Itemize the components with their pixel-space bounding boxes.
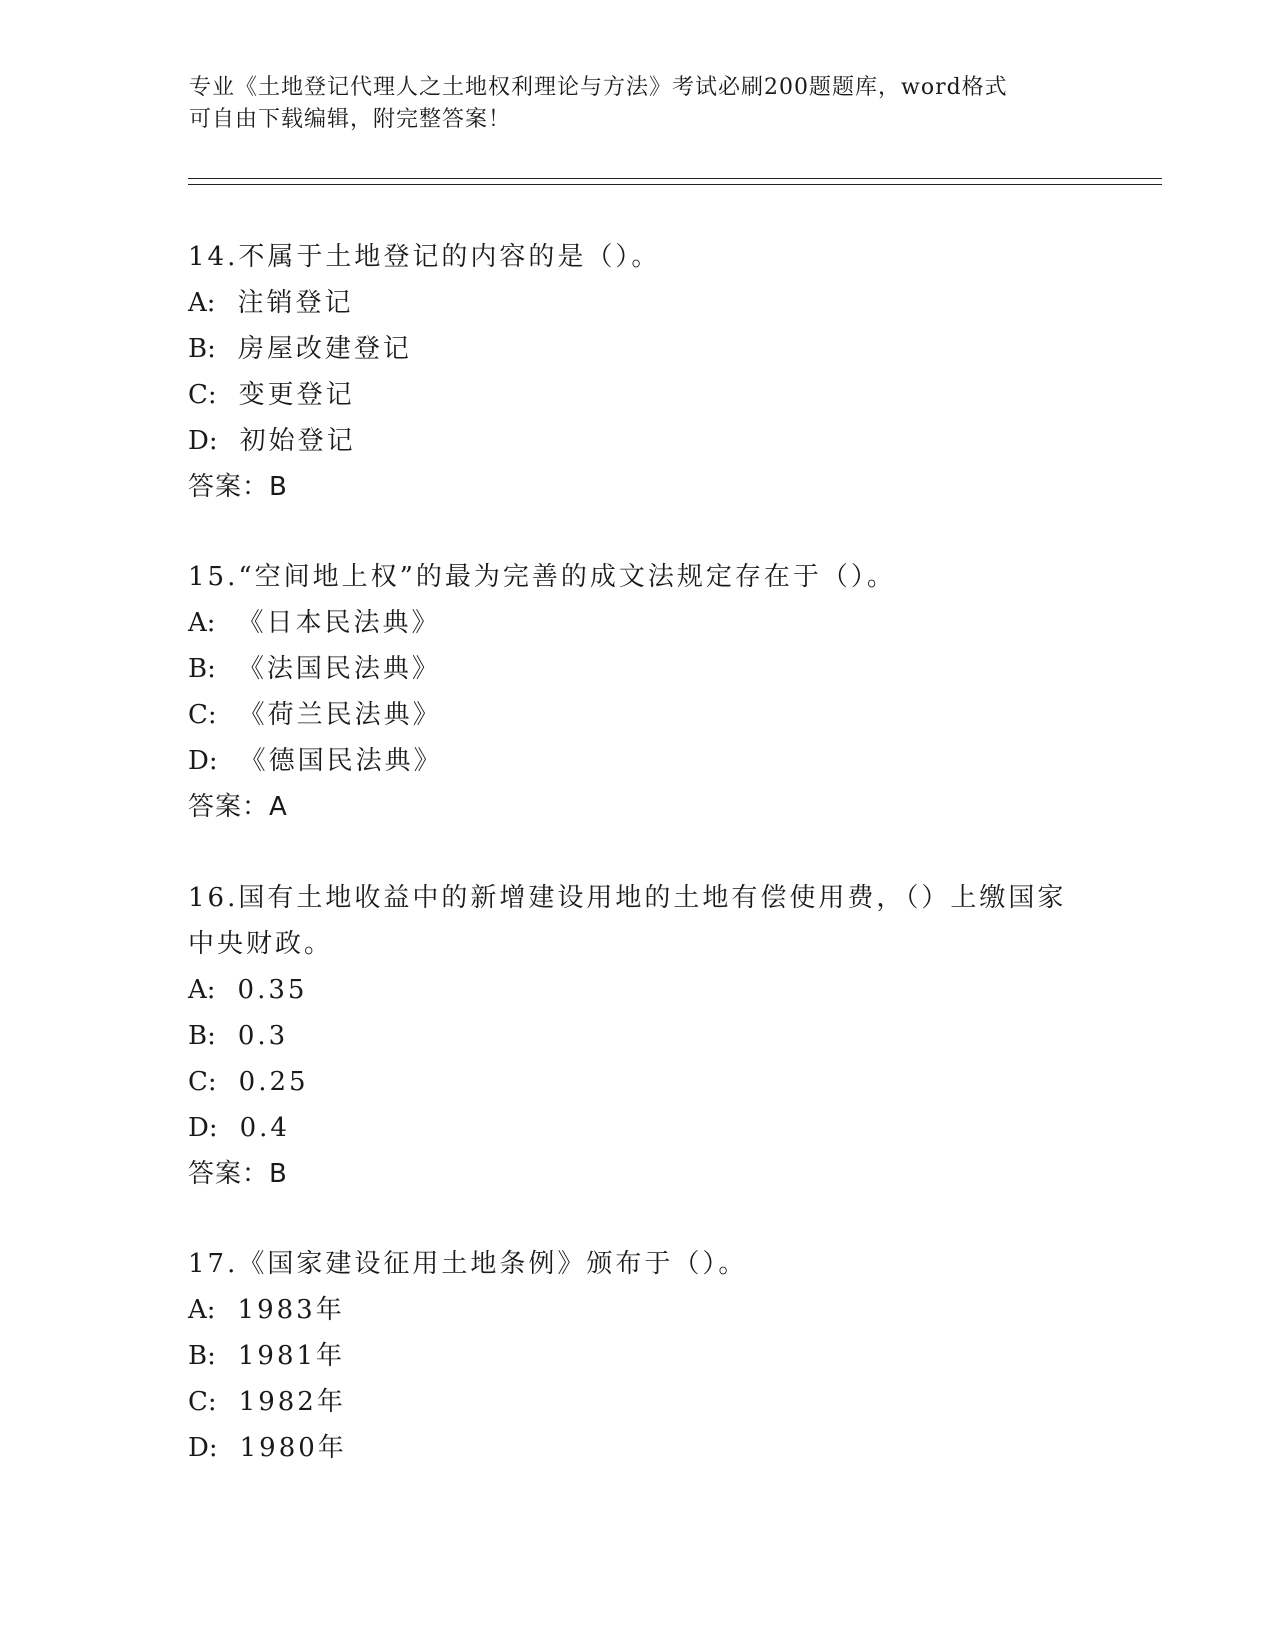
option-text: 《日本民法典》	[237, 608, 441, 638]
answer-line: 答案：A	[188, 792, 288, 822]
question-16	[188, 875, 1088, 1197]
option-text: 0.35	[237, 975, 308, 1005]
option-letter: C:	[188, 1387, 217, 1417]
question-stem: 15.“空间地上权”的最为完善的成文法规定存在于（）。	[188, 562, 896, 592]
header-line-2: 可自由下载编辑，附完整答案！	[189, 107, 512, 132]
header-line-1: 专业《土地登记代理人之土地权利理论与方法》考试必刷200题题库，word格式	[189, 75, 1008, 100]
option-c	[188, 372, 1088, 418]
option-d	[188, 738, 1088, 784]
option-d	[188, 1105, 1088, 1151]
option-letter: D:	[188, 1433, 218, 1463]
option-a	[188, 600, 1088, 646]
option-letter: C:	[188, 1067, 217, 1097]
question-stem-continued: 中央财政。	[188, 929, 334, 959]
option-letter: B:	[188, 1341, 216, 1371]
option-c	[188, 692, 1088, 738]
option-text: 0.25	[238, 1067, 309, 1097]
option-c	[188, 1059, 1088, 1105]
option-letter: C:	[188, 700, 217, 730]
option-a	[188, 967, 1088, 1013]
question-14	[188, 234, 1088, 510]
option-letter: B:	[188, 1021, 216, 1051]
option-letter: A:	[188, 1295, 216, 1325]
option-text: 注销登记	[237, 288, 354, 318]
option-text: 《法国民法典》	[237, 654, 441, 684]
option-text: 房屋改建登记	[237, 334, 412, 364]
option-text: 《德国民法典》	[239, 746, 443, 776]
option-text: 初始登记	[239, 426, 356, 456]
option-b	[188, 326, 1088, 372]
header-divider-bottom	[188, 184, 1162, 185]
option-text: 0.3	[237, 1021, 289, 1051]
document-header	[189, 72, 1089, 136]
answer-line: 答案：B	[188, 472, 288, 502]
option-letter: B:	[188, 654, 216, 684]
question-17	[188, 1241, 1088, 1471]
question-stem: 16.国有土地收益中的新增建设用地的土地有偿使用费，（）上缴国家	[188, 883, 1067, 913]
option-letter: A:	[188, 608, 216, 638]
question-15	[188, 554, 1088, 830]
option-letter: A:	[188, 975, 216, 1005]
option-letter: D:	[188, 1113, 218, 1143]
option-c	[188, 1379, 1088, 1425]
question-stem: 17.《国家建设征用土地条例》颁布于（）。	[188, 1249, 748, 1279]
header-divider-top	[188, 178, 1162, 179]
option-a	[188, 1287, 1088, 1333]
option-d	[188, 1425, 1088, 1471]
question-stem: 14.不属于土地登记的内容的是（）。	[188, 242, 661, 272]
option-a	[188, 280, 1088, 326]
option-text: 1981年	[237, 1341, 346, 1371]
option-d	[188, 418, 1088, 464]
option-b	[188, 1013, 1088, 1059]
option-text: 1983年	[237, 1295, 345, 1325]
option-text: 变更登记	[238, 380, 355, 410]
option-letter: B:	[188, 334, 216, 364]
answer-line: 答案：B	[188, 1159, 288, 1189]
option-b	[188, 646, 1088, 692]
option-text: 1982年	[238, 1387, 346, 1417]
option-b	[188, 1333, 1088, 1379]
option-letter: A:	[188, 288, 216, 318]
option-text: 1980年	[239, 1433, 347, 1463]
option-text: 0.4	[239, 1113, 290, 1143]
option-text: 《荷兰民法典》	[238, 700, 442, 730]
option-letter: C:	[188, 380, 217, 410]
option-letter: D:	[188, 746, 218, 776]
option-letter: D:	[188, 426, 218, 456]
